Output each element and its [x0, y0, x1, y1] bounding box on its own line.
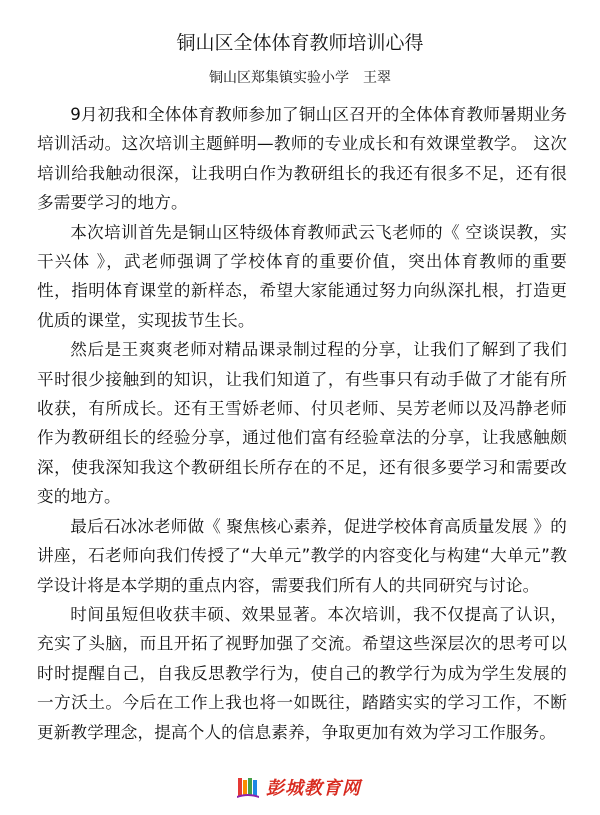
- document-title: 铜山区全体体育教师培训心得: [176, 32, 424, 54]
- paragraph-final-session: 最后石冰冰老师做《 聚焦核心素养，促进学校体育高质量发展 》的讲座，石老师向我们传授了“大单元”教学的内容变化与构建“大单元”教学设计将是本学期的重点内容，需要我们所有人的共同研究与讨论。: [37, 516, 567, 595]
- document-author: 铜山区郑集镇实验小学 王翠: [209, 70, 391, 86]
- paragraph-second-session: 然后是王爽爽老师对精品课录制过程的分享，让我们了解到了我们平时很少接触到的知识，让我们知道了，有些事只有动手做了才能有所收获，有所成长。还有王雪娇老师、付贝老师、吴芳老师以及冯静老师作为教研组长的经验分享，通过他们富有经验章法的分享，让我感触颇深，使我深知我这个教研组长所存在的不足，还有很多要学习和需要改变的地方。: [37, 340, 567, 507]
- paragraph-first-session: 本次培训首先是铜山区特级体育教师武云飞老师的《 空谈误教，实干兴体 》，武老师强调了学校体育的重要价值，突出体育教师的重要性，指明体育课堂的新样态，希望大家能通过努力向纵深扎根，打造更优质的课堂，实现拔节生长。: [37, 222, 567, 330]
- paragraph-intro: 9月初我和全体体育教师参加了铜山区召开的全体体育教师暑期业务培训活动。这次培训主题鲜明—教师的专业成长和有效课堂教学。 这次培训给我触动很深，让我明白作为教研组长的我还有很多不足，还有很多需要学习的地方。: [37, 105, 567, 213]
- watermark-text: 彭城教育网: [266, 778, 361, 799]
- document-body: [37, 100, 567, 747]
- book-logo-icon: [236, 775, 260, 799]
- paragraph-conclusion: 时间虽短但收获丰硕、效果显著。本次培训，我不仅提高了认识，充实了头脑，而且开拓了视野加强了交流。希望这些深层次的思考可以时时提醒自己，自我反思教学行为，使自己的教学行为成为学生发展的一方沃土。今后在工作上我也将一如既往，踏踏实实的学习工作，不断更新教学理念，提高个人的信息素养，争取更加有效为学习工作服务。: [37, 604, 567, 742]
- site-watermark: [236, 772, 361, 802]
